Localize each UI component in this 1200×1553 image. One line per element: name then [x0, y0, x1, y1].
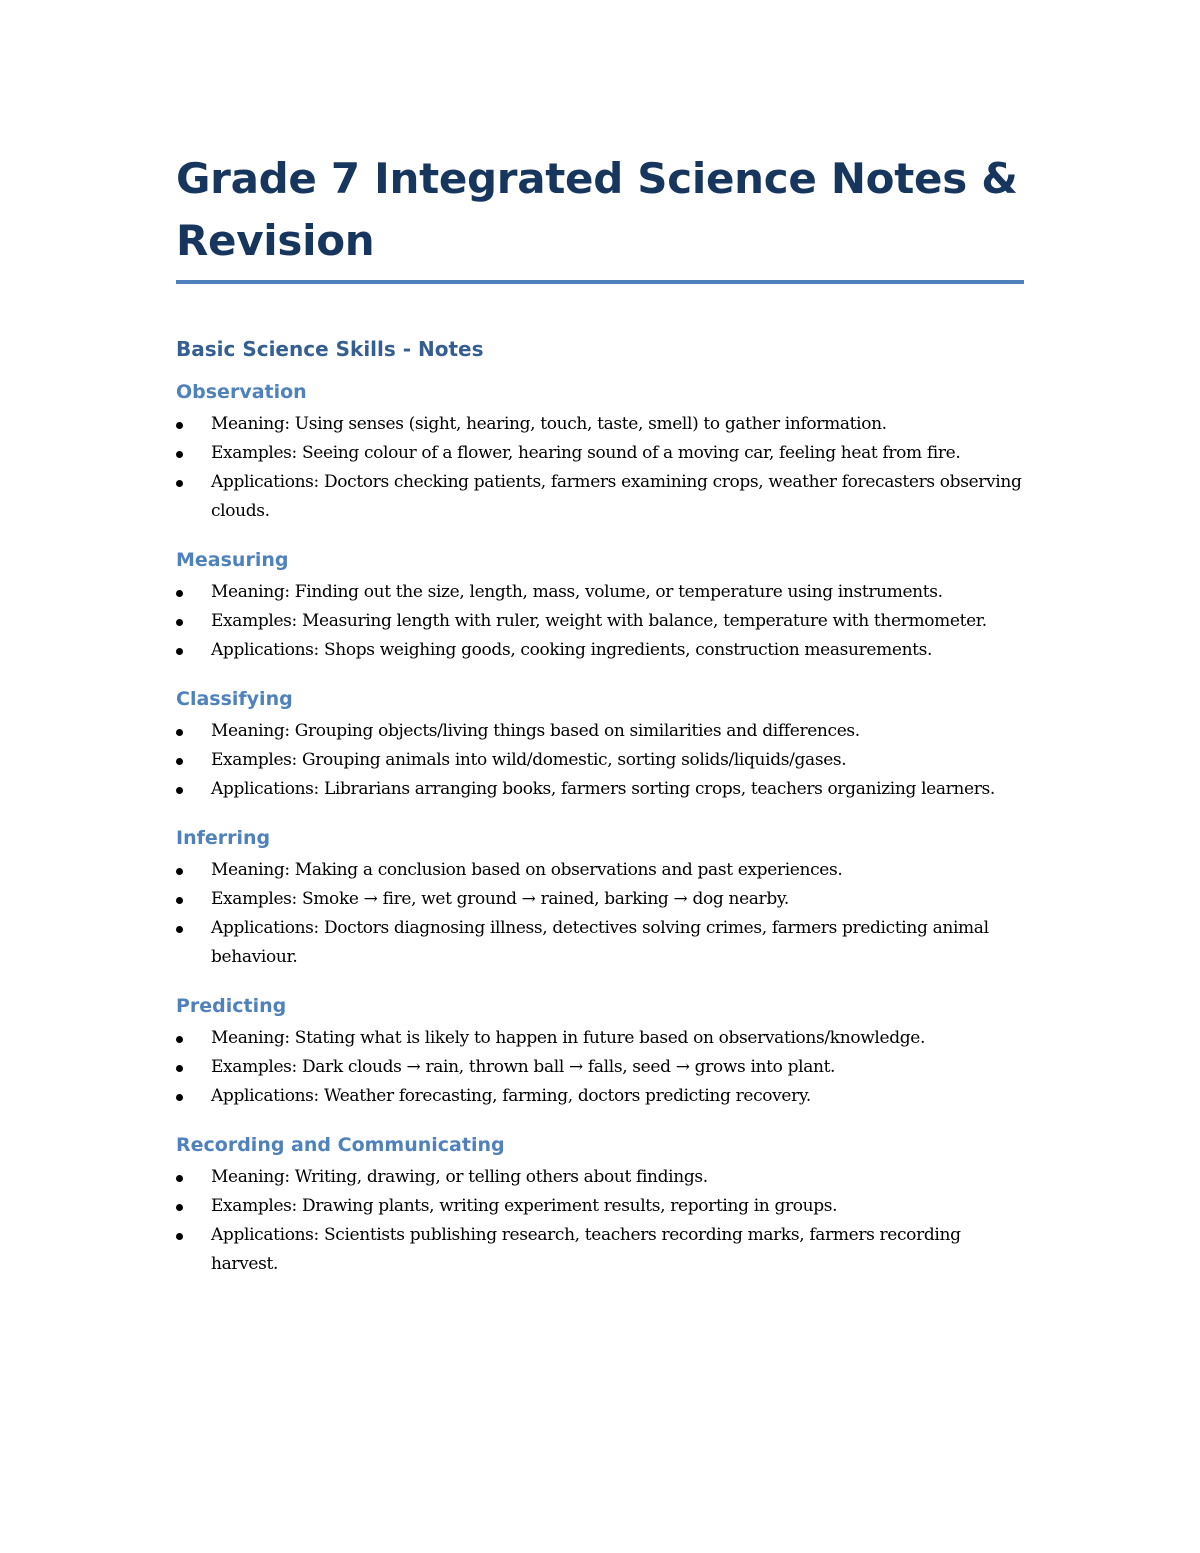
bullet-text: Meaning: Using senses (sight, hearing, touch, taste, smell) to gather information.	[211, 414, 887, 434]
bullet-list	[176, 578, 1024, 665]
skill-section	[176, 685, 1024, 804]
bullet-text: Examples: Smoke → fire, wet ground → rained, barking → dog nearby.	[211, 889, 789, 909]
skills-list	[176, 378, 1024, 1279]
bullet-item	[176, 746, 1024, 775]
bullet-text: Applications: Librarians arranging books, farmers sorting crops, teachers organizing learners.	[211, 779, 995, 799]
skill-heading: Predicting	[176, 995, 287, 1017]
bullet-item	[176, 717, 1024, 746]
skill-section	[176, 546, 1024, 665]
skill-heading: Classifying	[176, 688, 293, 710]
title-underline-rule	[176, 280, 1024, 284]
bullet-item	[176, 439, 1024, 468]
bullet-list	[176, 856, 1024, 972]
bullet-dot-icon	[176, 897, 183, 904]
bullet-item	[176, 578, 1024, 607]
bullet-text: Meaning: Grouping objects/living things based on similarities and differences.	[211, 721, 860, 741]
skill-heading: Observation	[176, 381, 307, 403]
bullet-item	[176, 1024, 1024, 1053]
bullet-text: Meaning: Stating what is likely to happen in future based on observations/knowledge.	[211, 1028, 926, 1048]
bullet-dot-icon	[176, 480, 183, 487]
bullet-list	[176, 410, 1024, 526]
bullet-dot-icon	[176, 758, 183, 765]
bullet-text: Applications: Doctors diagnosing illness, detectives solving crimes, farmers predicting animal behaviour.	[211, 918, 989, 967]
bullet-dot-icon	[176, 422, 183, 429]
bullet-item	[176, 1163, 1024, 1192]
bullet-list	[176, 717, 1024, 804]
bullet-item	[176, 468, 1024, 526]
bullet-dot-icon	[176, 926, 183, 933]
bullet-text: Applications: Shops weighing goods, cooking ingredients, construction measurements.	[211, 640, 933, 660]
bullet-dot-icon	[176, 1036, 183, 1043]
skill-section	[176, 992, 1024, 1111]
bullet-dot-icon	[176, 1094, 183, 1101]
bullet-text: Examples: Drawing plants, writing experiment results, reporting in groups.	[211, 1196, 838, 1216]
bullet-dot-icon	[176, 1204, 183, 1211]
bullet-dot-icon	[176, 648, 183, 655]
bullet-text: Examples: Seeing colour of a flower, hearing sound of a moving car, feeling heat from fire.	[211, 443, 961, 463]
document-title: Grade 7 Integrated Science Notes & Revision	[176, 154, 1018, 265]
bullet-item	[176, 636, 1024, 665]
bullet-dot-icon	[176, 590, 183, 597]
bullet-item	[176, 856, 1024, 885]
bullet-text: Examples: Measuring length with ruler, weight with balance, temperature with thermometer.	[211, 611, 987, 631]
bullet-item	[176, 914, 1024, 972]
bullet-dot-icon	[176, 729, 183, 736]
skill-section	[176, 378, 1024, 526]
bullet-text: Examples: Dark clouds → rain, thrown ball → falls, seed → grows into plant.	[211, 1057, 836, 1077]
skill-section	[176, 1131, 1024, 1279]
bullet-text: Applications: Doctors checking patients, farmers examining crops, weather forecasters observing clouds.	[211, 472, 1022, 521]
section-heading: Basic Science Skills - Notes	[176, 337, 484, 361]
skill-heading: Inferring	[176, 827, 271, 849]
bullet-dot-icon	[176, 1175, 183, 1182]
bullet-dot-icon	[176, 451, 183, 458]
bullet-dot-icon	[176, 1065, 183, 1072]
skill-heading: Measuring	[176, 549, 289, 571]
bullet-item	[176, 607, 1024, 636]
skill-heading: Recording and Communicating	[176, 1134, 505, 1156]
bullet-item	[176, 1053, 1024, 1082]
bullet-list	[176, 1024, 1024, 1111]
bullet-item	[176, 885, 1024, 914]
bullet-dot-icon	[176, 619, 183, 626]
bullet-dot-icon	[176, 787, 183, 794]
skill-section	[176, 824, 1024, 972]
bullet-item	[176, 410, 1024, 439]
bullet-text: Applications: Scientists publishing research, teachers recording marks, farmers recording harvest.	[211, 1225, 961, 1274]
bullet-item	[176, 775, 1024, 804]
bullet-dot-icon	[176, 1233, 183, 1240]
bullet-item	[176, 1192, 1024, 1221]
bullet-text: Meaning: Finding out the size, length, mass, volume, or temperature using instruments.	[211, 582, 943, 602]
bullet-text: Meaning: Writing, drawing, or telling others about findings.	[211, 1167, 708, 1187]
bullet-text: Meaning: Making a conclusion based on observations and past experiences.	[211, 860, 843, 880]
bullet-item	[176, 1082, 1024, 1111]
bullet-dot-icon	[176, 868, 183, 875]
document-page	[176, 148, 1024, 1279]
bullet-list	[176, 1163, 1024, 1279]
bullet-text: Applications: Weather forecasting, farming, doctors predicting recovery.	[211, 1086, 811, 1106]
bullet-item	[176, 1221, 1024, 1279]
bullet-text: Examples: Grouping animals into wild/domestic, sorting solids/liquids/gases.	[211, 750, 847, 770]
